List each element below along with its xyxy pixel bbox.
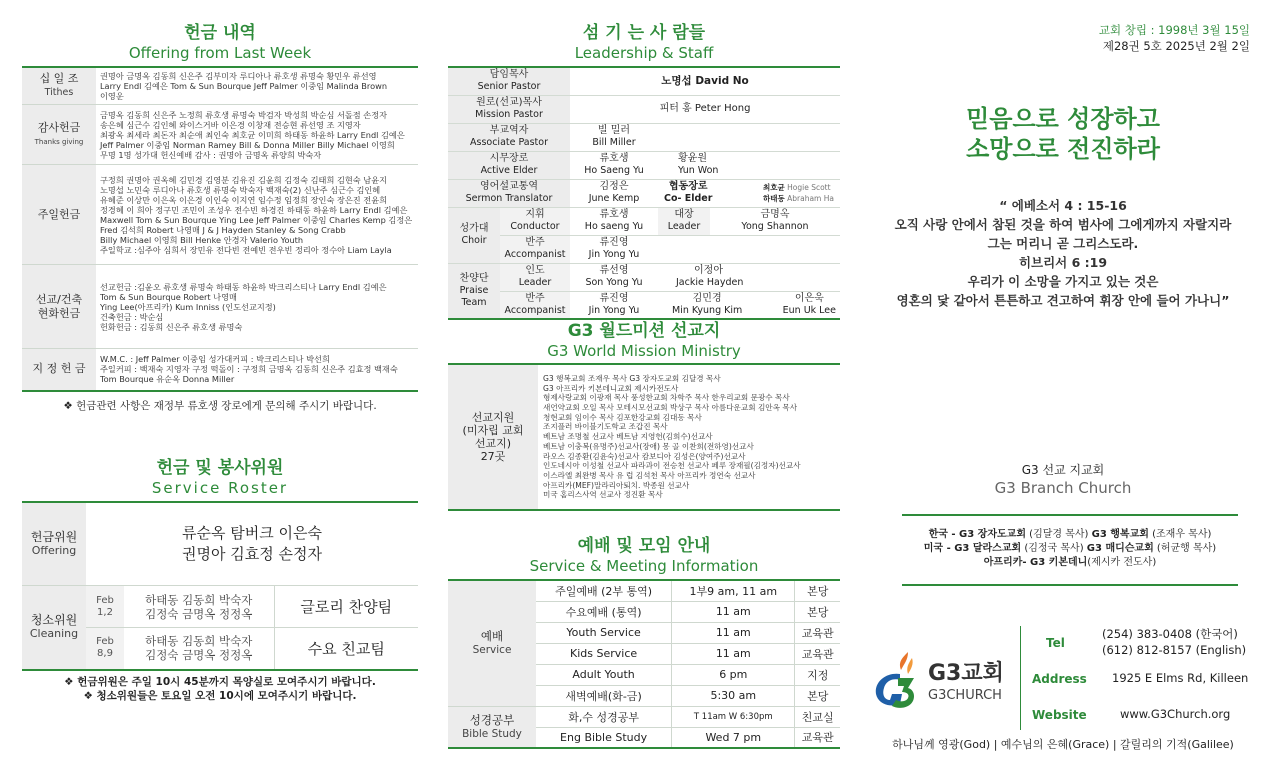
roster-label-en: Cleaning [29,627,79,641]
study-row [448,706,840,727]
name-en: Jackie Hayden [676,277,744,288]
service-name: 새벽예배(화-금) [536,685,672,706]
list-item: G3 아프리카 키본데니교회 제시카전도사 [543,383,679,393]
praise-leader-name [570,263,658,291]
list-item: 미국 홈리스사역 선교사 정진환 목사 [543,490,663,500]
text-line: 노명섭 노민숙 루디아나 류호생 류명숙 박숙자 백재숙(2) 신난주 심근수 김인혜 [100,184,381,195]
service-time: 11 am [672,622,795,643]
list-item: G3 행복교회 조재우 목사 G3 장자도교회 김달경 목사 [543,373,721,383]
label-en: Service [472,644,512,657]
name-en: Min Kyung Kim [672,304,743,316]
worship-subtitle: Service & Meeting Information [529,557,759,575]
mission-subtitle: G3 World Mission Ministry [547,342,741,360]
co-elder-names [763,182,834,204]
roster-row-cleaning-1 [22,586,418,628]
tel-label: Tel [1046,636,1065,650]
row-label-ko: 지 정 헌 금 [32,362,86,376]
label-en: Mission Pastor [475,109,543,120]
roster-label [22,586,86,670]
list-item: 베트남 이충복(유명주)선교사(장애) 몽 골 이찬희(전하영)선교사 [543,441,754,451]
text-line: Fred 김석희 Robert 나영매 J & J Hayden Stanley & Song Crabb [100,224,346,235]
label-en: Bible Study [462,727,522,740]
text-line: Jeff Palmer 이중임 Norman Ramey Bill & Donna Miller Billy Michael 이영희 [100,139,395,150]
service-name: Youth Service [536,622,672,643]
offering-subtitle: Offering from Last Week [128,44,312,62]
label-en: Choir [461,235,487,246]
text-line: 선교헌금 :김윤오 류호생 류명숙 하태동 하윤하 박크리스티나 Larry Endl 김예은 [100,281,387,292]
name-ko: 류진영 [599,237,629,248]
label-ko: 담임목사 [489,69,529,81]
address-value: 1925 E Elms Rd, Killeen [1112,671,1249,685]
cover-header [1099,22,1250,54]
staff-row-accompanist [448,235,840,263]
study-name: 화,수 성경공부 [536,706,672,727]
verse-line: 그는 머리니 곧 그리스도라. [987,236,1139,251]
list-item: 인도네시아 이성철 선교사 파라과이 전승천 선교사 페루 장재필(김정자)선교사 [543,461,801,471]
name-ko: 하태동 [763,194,785,203]
column-middle [448,0,840,749]
label-ko: 반주 [525,237,545,248]
branch-pastor: (조재우 목사) [1148,529,1212,540]
staff-row-conductor [448,207,840,235]
name-ko: 류호생 [599,153,629,164]
branch-name: 한국 - G3 장자도교회 [928,529,1026,540]
motto-line: 소망으로 전진하라 [966,135,1160,163]
roster-row-offering [22,502,418,586]
text-line: 건축헌금 : 박순심 [100,311,164,322]
service-time: 6 pm [672,664,795,685]
name-ko: 황윤원 [678,153,707,164]
website-link[interactable]: www.G3Church.org [1120,707,1231,721]
service-place: 본당 [795,685,840,706]
label-ko: 부교역자 [489,125,529,136]
mission-label [448,364,538,510]
name-ko: 빌 밀러 [597,125,631,136]
logo-subname: G3CHURCH [928,688,1002,703]
date-days: 1,2 [97,606,113,618]
offering-note: ❖ 헌금관련 사항은 재정부 류호생 장로에게 문의해 주시기 바랍니다. [63,399,377,412]
tel-number: (612) 812-8157 (English) [1102,643,1247,657]
name-ko: 김정은 [599,181,629,192]
staff-label [448,123,570,151]
list-item: 베트남 조명철 선교사 베트남 지영헌(김희수)선교사 [543,432,713,442]
text-line: 주일학교 :심주아 심희서 장민유 전다빈 전예빈 전우빈 정리아 정수아 Liam Layla [100,244,392,255]
verse-line: 오직 사랑 안에서 참된 것을 하여 범사에 그에게까지 자랄지라 [894,217,1232,232]
branch-pastor: (제시카 전도사) [1087,557,1157,568]
study-name: Eng Bible Study [536,727,672,748]
label-ko: 원로(선교)목사 [476,97,542,108]
co-elder-cell [658,179,840,207]
label-en: Active Elder [480,165,538,176]
founded-date: 교회 창립 : 1998년 3월 15일 [1098,23,1250,37]
roster-note: ❖ 헌금위원은 주일 10시 45분까지 목양실로 모여주시기 바랍니다. [64,675,376,688]
list-item: 라오스 김종환(김윤숙)선교사 캄보디아 김성은(양여주)선교사 [543,451,746,461]
text-line: 헌화헌금 : 김동희 신은주 류호생 류명숙 [100,321,243,332]
service-name: 수요예배 (통역) [536,601,672,622]
staff-row-mission [448,95,840,123]
g3-logo-icon [868,648,922,712]
staff-label [448,151,570,179]
service-place: 본당 [795,601,840,622]
staff-row-praise-accompanist [448,291,840,319]
service-name: Kids Service [536,643,672,664]
study-place: 친교실 [795,706,840,727]
tel-number: (254) 383-0408 (한국어) [1102,627,1238,641]
text-line: 최광옥 최세라 최돈자 최순애 최인숙 최호균 이미희 하태동 하윤하 Larry Endl 김예은 [100,129,405,140]
study-time: Wed 7 pm [672,727,795,748]
roster-cleaning-names [124,628,274,670]
verse-line: 히브리서 6 :19 [1018,255,1108,270]
accompanist-name [570,235,658,263]
staff-label [448,95,570,123]
name-ko: 류선영 [599,265,629,276]
tel-numbers [1102,626,1246,658]
text-line: Maxwell Tom & Sun Bourque Ying Lee Jeff Palmer 이중임 Charles Kemp 김정은 [100,214,413,225]
name-en: Jin Yong Yu [588,249,640,260]
elder-name [658,151,840,179]
staff-label [500,291,570,319]
label-ko: 반주 [525,292,545,304]
verse-line: 영혼의 닻 같아서 튼튼하고 견고하여 휘장 안에 들어 가나니” [896,293,1230,308]
mission-table [448,363,840,511]
branch-title: G3 선교 지교회 [1021,463,1105,477]
branch-item [902,542,1238,556]
text-line: 권명아 금명옥 김동희 신은주 김부미자 루디아나 류호생 류명숙 황민우 류선영 [100,71,377,81]
name-ko: 이은욱 [794,292,824,304]
branch-name: 미국 - G3 달라스교회 [923,543,1022,554]
roster-team: 수요 친교팀 [274,628,418,670]
staff-subtitle: Leadership & Staff [574,44,714,62]
row-text [96,165,418,265]
name-en: Ho Saeng Yu [584,165,644,176]
service-time: 5:30 am [672,685,795,706]
service-label [448,580,536,706]
service-time: 11 am [672,643,795,664]
row-label [22,165,96,265]
date-month: Feb [96,594,114,606]
label-en: Conductor [510,221,560,232]
row-label-ko: 주일헌금 [37,207,81,221]
staff-label [658,207,710,235]
text-line: 송은혜 심근수 김인혜 와이스거바 이은경 이창재 전승현 류선영 조 지영자 [100,119,361,130]
choir-label [448,207,500,263]
list-item: 청현교회 임이수 목사 김포한강교회 김대동 목사 [543,412,702,422]
label-en: Leader [667,221,701,232]
label-ko: 성가대 [459,223,489,234]
branch-list [902,514,1238,586]
name-en: Bill Miller [592,137,636,148]
study-place: 교육관 [795,727,840,748]
service-place: 교육관 [795,622,840,643]
row-label [22,265,96,349]
mission-list [538,364,840,510]
service-time: 1부9 am, 11 am [672,580,795,601]
names-line: 하태동 김동희 박숙자 [145,592,253,607]
text-line: 무명 1명 성가대 헌신예배 감사 : 권명아 금명옥 류양희 박숙자 [100,149,322,160]
praise-label [448,263,500,319]
label-en: Sermon Translator [465,193,553,204]
service-place: 교육관 [795,643,840,664]
elder-name [570,151,658,179]
staff-row-associate [448,123,840,151]
text-line: Ying Lee(아프리카) Kum Inniss (인도선교지정) [100,301,276,312]
label-ko: 대장 [674,209,694,220]
service-name: Adult Youth [536,664,672,685]
staff-row-translator [448,179,840,207]
service-name: 주일예배 (2부 통역) [536,580,672,601]
worship-title: 예배 및 모임 안내 [577,536,711,556]
name-en: Yong Shannon [741,221,809,232]
row-label-ko: 십 일 조 [39,72,79,85]
staff-row-praise-leader [448,263,840,291]
text-line: Tom Bourque 유순옥 Donna Miller [100,374,235,385]
branch-name: G3 매디슨교회 [1086,543,1154,554]
name-ko: 최호균 [763,183,785,192]
branch-pastor: (김달경 목사) [1025,529,1092,540]
staff-label [500,207,570,235]
branch-subtitle: G3 Branch Church [994,479,1132,497]
logo-name: G3교회 [928,661,1004,686]
worship-table [448,579,840,749]
names-line: 하태동 김동희 박숙자 [145,634,253,649]
conductor-name [570,207,658,235]
roster-label-ko: 헌금위원 [30,529,78,544]
offering-table [22,66,418,392]
text-line: 정경혜 이 희아 정구민 조민이 조성우 전수빈 하경진 하태동 하윤하 Larry Endl 김예은 [100,204,408,215]
name-en: Eun Uk Lee [782,304,836,316]
text-line: 금명옥 김동희 신은주 노정희 류호생 류명숙 박검자 박성희 박순심 서돌점 손정자 [100,109,388,120]
service-time: 11 am [672,601,795,622]
row-text [96,265,418,349]
staff-title: 섬 기 는 사 람들 [582,23,706,43]
church-logo [866,646,1016,716]
date-days: 8,9 [97,648,113,660]
row-label-ko: 선교/건축 [35,292,83,306]
scripture [866,196,1260,310]
service-place: 지정 [795,664,840,685]
motto [866,104,1260,164]
branch-item [902,556,1238,570]
name-en: Ho saeng Yu [584,221,644,232]
label-en: Praise [459,284,489,296]
row-label-en: Thanks giving [34,137,84,146]
name-en: Yun Won [678,165,719,176]
branch-pastor: (김정국 목사) [1021,543,1087,554]
staff-table [448,66,840,320]
date-month: Feb [96,636,114,648]
text-line: Tom & Sun Bourque Robert 나영매 [100,291,237,302]
text-line: 구정희 권명아 권옥혜 김민경 김영분 김유진 김윤희 김정숙 김태희 김현숙 남윤지 [100,174,388,185]
roster-date [86,586,124,628]
issue-info: 제28권 5호 2025년 2월 2일 [1102,39,1250,53]
roster-cleaning-names [124,586,274,628]
staff-label [500,263,570,291]
website-label: Website [1032,708,1087,722]
branch-item [902,528,1238,542]
label-line: 선교지) [474,437,512,450]
label-line: 선교지원 [471,411,515,424]
row-label [22,105,96,165]
name-en: Jin Yong Yu [588,304,640,316]
name-en: Hogie Scott [787,183,831,192]
mission-pastor-name: 피터 홍 Peter Hong [570,95,840,123]
praise-accompanist-names [658,291,840,319]
label-ko: 예배 [480,629,504,644]
associate-pastor-name [570,123,658,151]
label-en: Team [461,296,487,308]
list-item: 이스라엘 최완병 목사 유 럽 김석천 목사 아프리카 정연숙 선교사 [543,470,756,480]
staff-row-senior [448,67,840,95]
offering-row-sunday [22,165,418,265]
roster-team: 글로리 찬양팀 [274,586,418,628]
row-label-ko-2: 현화헌금 [37,306,81,320]
motto-line: 믿음으로 성장하고 [966,105,1160,133]
praise-accompanist-name [570,291,658,319]
service-row [448,580,840,601]
service-place: 본당 [795,580,840,601]
roster-date [86,628,124,670]
row-text [96,349,418,391]
names-line: 김정숙 금명옥 정정옥 [145,648,253,663]
roster-offering-names [86,502,418,586]
footer-motto: 하나님께 영광(God) | 예수님의 은혜(Grace) | 갈릴리의 기적(Galilee) [892,738,1234,751]
translator-name [570,179,658,207]
name-en: Son Yong Yu [585,277,643,288]
name-ko: 류진영 [599,292,629,304]
label-line: 27곳 [480,450,506,463]
roster-label-ko: 청소위원 [30,613,78,628]
label-en: Senior Pastor [477,81,541,93]
label-en: Leader [518,277,552,288]
roster-notes [22,675,418,703]
offering-row-thanks [22,105,418,165]
list-item: 새언약교회 오일 목사 모테시모선교회 박상구 목사 아름다운교회 김안옥 목사 [543,403,798,413]
label-ko: 인도 [525,265,545,276]
column-cover [866,0,1260,777]
label-ko: 지휘 [525,209,545,220]
name-ko: 류호생 [599,209,629,220]
text-line: 유혜준 이상만 이은옥 이은경 이인숙 이지연 임수정 임정희 장인숙 장은진 전윤희 [100,194,388,205]
branch-pastor: (허균행 목사) [1153,543,1217,554]
column-left [22,0,418,703]
roster-table [22,501,418,671]
row-label [22,349,96,391]
name-en: June Kemp [588,193,640,204]
bible-study-label [448,706,536,748]
senior-pastor-name: 노명섭 David No [570,67,840,95]
logo-divider [1020,626,1021,730]
text-line: Larry Endl 김예은 Tom & Sun Bourque Jeff Palmer 이중임 Malinda Brown [100,81,388,91]
list-item: 형제사랑교회 이광재 목사 풍성한교회 차학주 목사 한우리교회 문광수 목사 [543,393,790,403]
offering-row-mission [22,265,418,349]
praise-leader-name [658,263,840,291]
name-ko: 이정아 [694,265,723,276]
roster-title: 헌금 및 봉사위원 [156,457,284,478]
text-line: Billy Michael 이영희 Bill Henke 안경자 Valerio Youth [100,234,304,245]
label-ko: 시무장로 [489,153,529,164]
names-line: 김정숙 금명옥 정정옥 [145,606,253,621]
roster-note: ❖ 청소위원들은 토요일 오전 10시에 모여주시기 바랍니다. [83,689,357,702]
label-en: Associate Pastor [470,137,548,148]
text-line: W.M.C. : Jeff Palmer 이중임 성가대커피 : 박크리스티나 박선희 [100,354,330,365]
branch-name: 아프리카- G3 키본데니 [983,557,1088,568]
list-item: 조지플러 바이블기도학교 조갑진 목사 [543,422,668,432]
label-ko: 영어설교통역 [480,181,538,192]
label-en: Accompanist [504,304,566,316]
label-ko: 찬양단 [459,272,489,284]
text-line: 주일커피 : 백재숙 지영자 구정 떡돌이 : 구정희 금명옥 김동희 신은주 김효정 백재숙 [100,364,398,375]
roster-label [22,502,86,586]
name-ko: 김민경 [692,292,722,304]
names-line: 권명아 김효정 손정자 [182,544,322,563]
verse-line: “ 에베소서 4 : 15-16 [999,198,1127,213]
row-label-ko: 감사헌금 [37,120,81,134]
address-label: Address [1032,672,1087,686]
name-en: Abraham Ha [787,194,834,203]
choir-leader-name [710,207,840,235]
co-elder-label [664,181,712,205]
row-text [96,105,418,165]
verse-line: 우리가 이 소망을 가지고 있는 것은 [967,274,1159,289]
staff-label [448,179,570,207]
staff-label [500,235,570,263]
staff-label [448,67,570,95]
name-ko: 금명옥 [760,209,790,220]
row-label [22,67,96,105]
offering-title: 헌금 내역 [184,23,256,43]
names-line: 류순옥 탐버크 이은숙 [182,523,322,542]
text-line: 이영운 [100,91,124,101]
label-ko: 성경공부 [469,712,515,727]
staff-row-elder [448,151,840,179]
label-en: Co- Elder [664,193,713,204]
branch-name: G3 행복교회 [1091,529,1149,540]
offering-row-designated [22,349,418,391]
row-text [96,67,418,105]
offering-row-tithes [22,67,418,105]
label-en: Accompanist [504,249,566,260]
label-ko: 협동장로 [668,181,708,192]
roster-subtitle: Service Roster [151,478,289,497]
branch-heading [866,462,1260,498]
study-time: T 11am W 6:30pm [672,706,795,727]
label-line: (미자립 교회 [462,424,524,437]
row-label-en: Tithes [44,87,74,98]
list-item: 아프리카(MEF)말라리아퇴치. 박종원 선교사 [543,480,690,490]
mission-title: G3 월드미션 선교지 [567,321,721,341]
roster-label-en: Offering [31,543,77,557]
